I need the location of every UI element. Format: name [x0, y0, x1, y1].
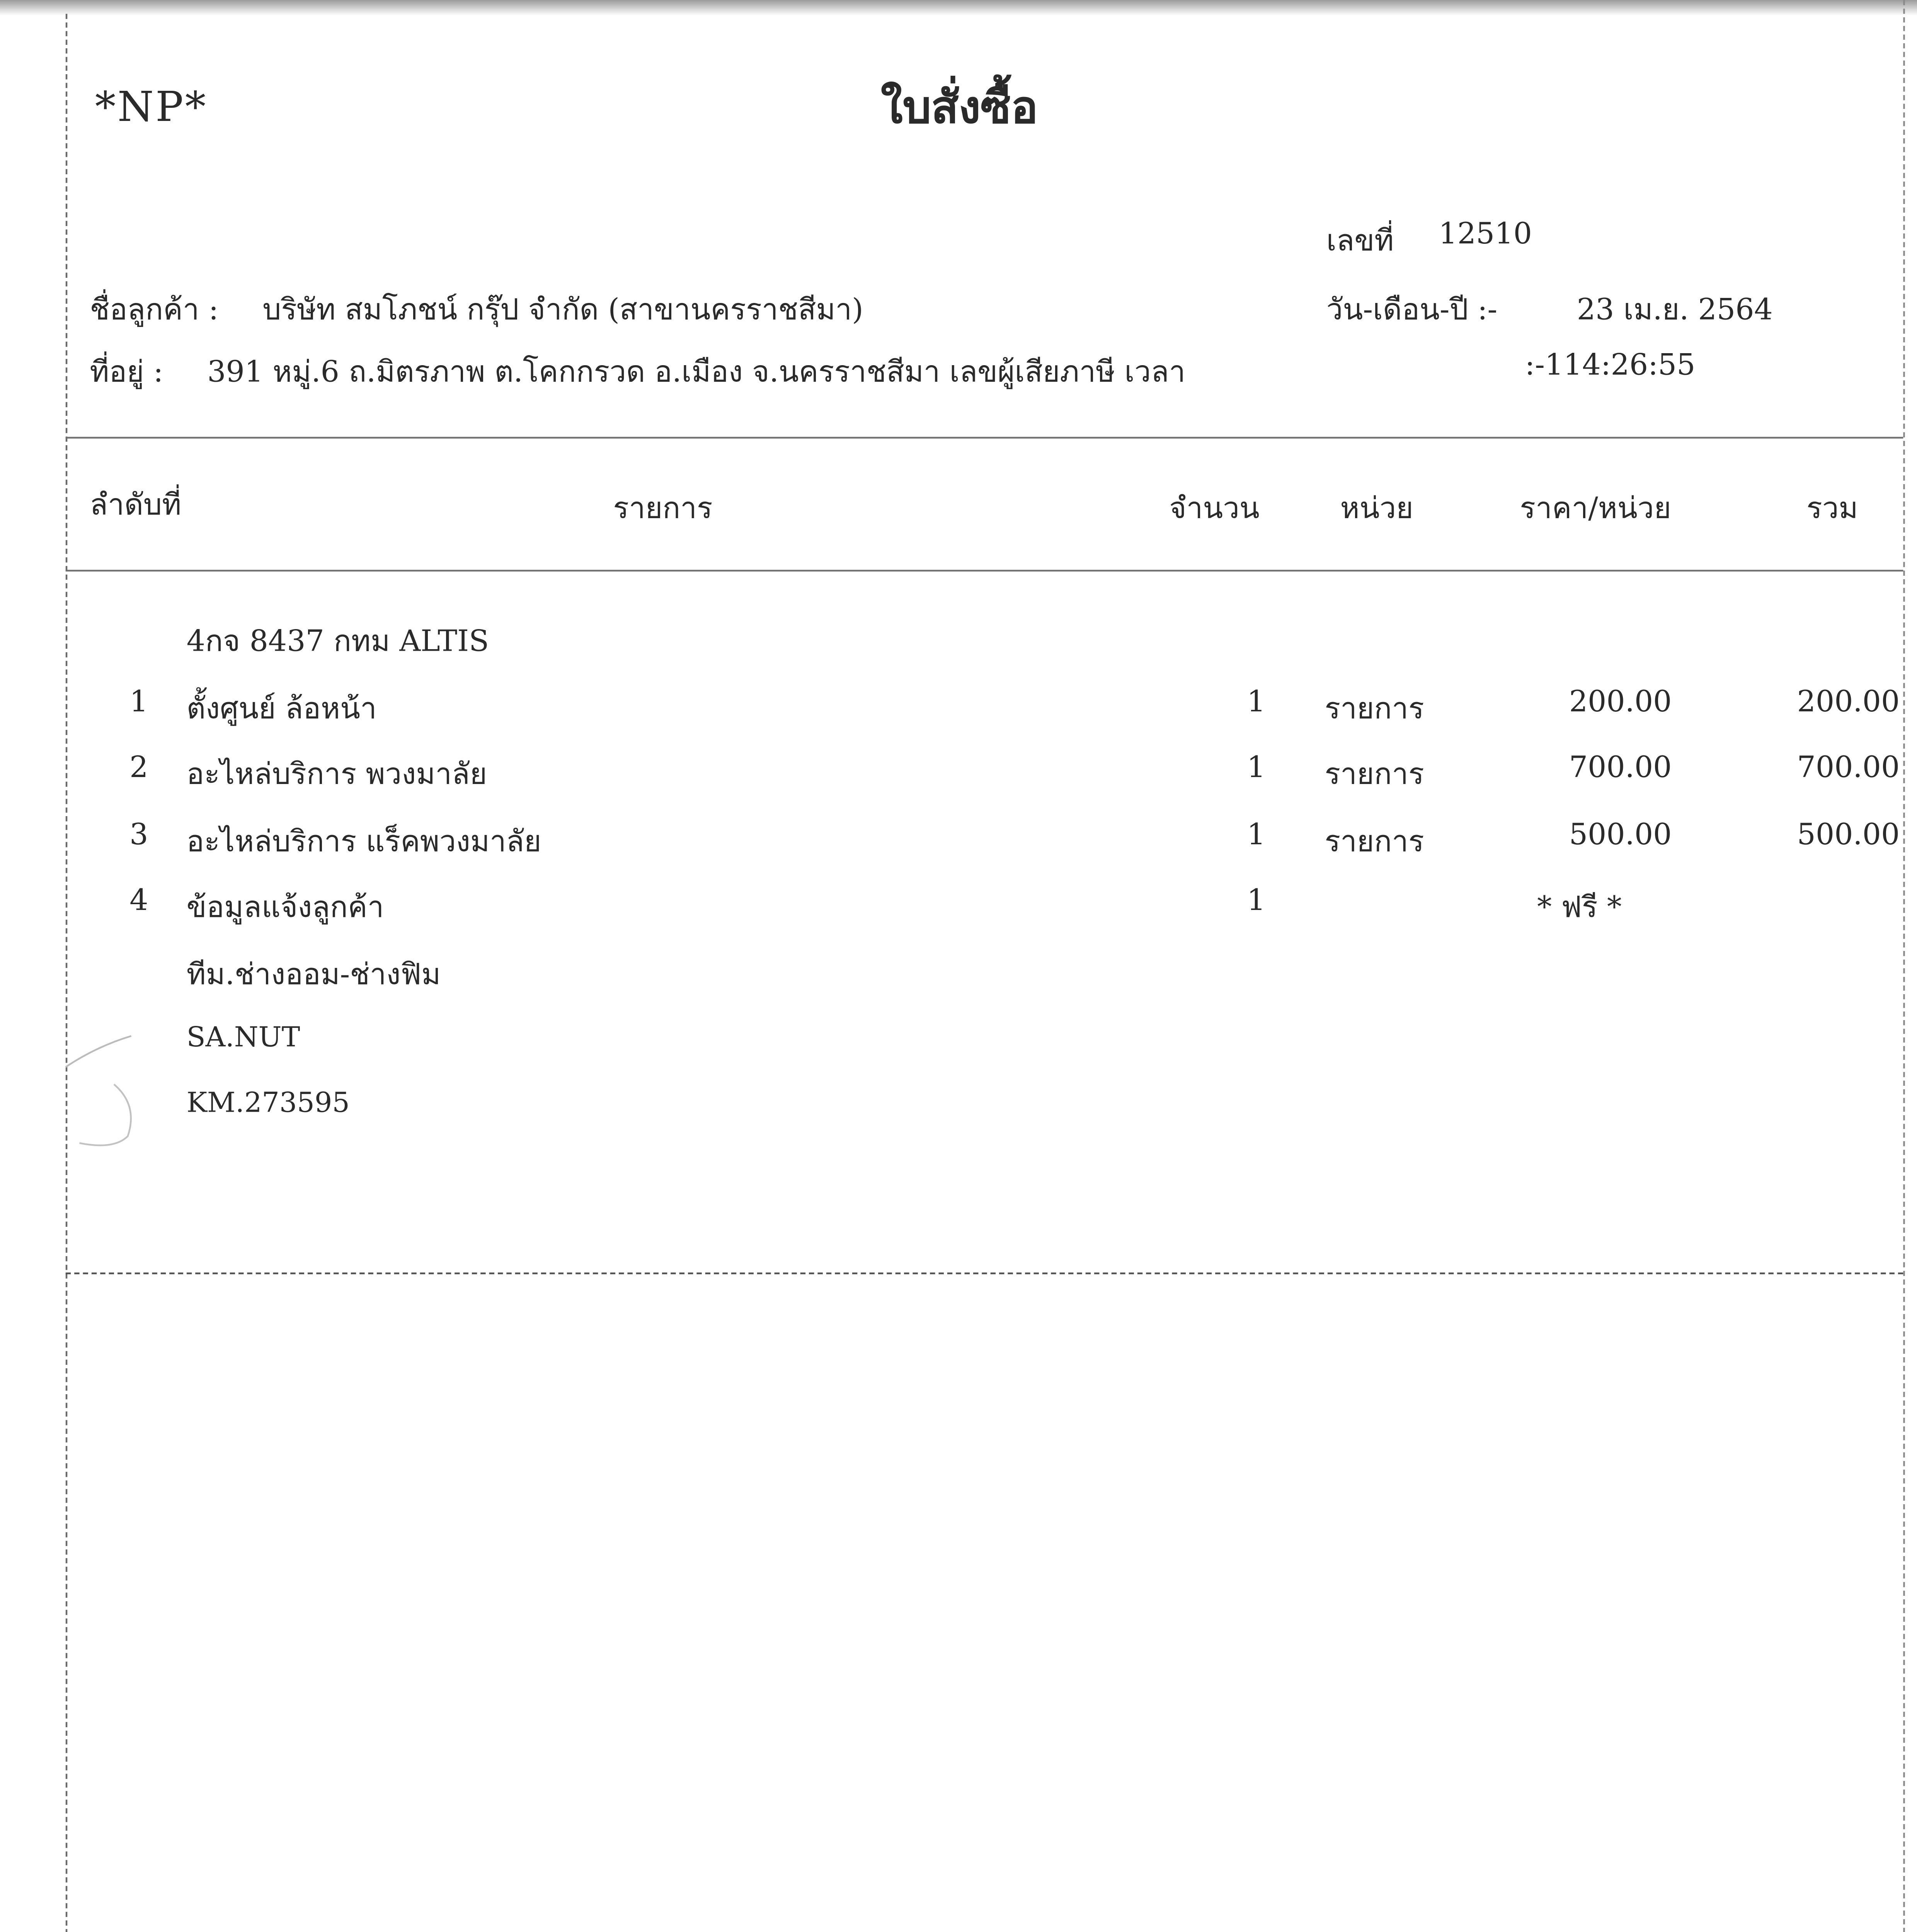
row-no: 1	[129, 685, 148, 720]
customer-name: บริษัท สมโภชน์ กรุ๊ป จำกัด (สาขานครราชสีมา)	[262, 293, 863, 328]
date-value: 23 เม.ย. 2564	[1577, 293, 1773, 328]
row-total: 200.00	[1797, 685, 1900, 720]
col-header-no: ลำดับที่	[90, 488, 182, 523]
row-desc: อะไหล่บริการ แร็คพวงมาลัย	[186, 825, 541, 860]
doc-no-label: เลขที่	[1326, 224, 1394, 259]
row-qty: 1	[1247, 751, 1266, 786]
vehicle-info: 4กจ 8437 กทม ALTIS	[186, 625, 489, 660]
col-header-unit: หน่วย	[1340, 492, 1413, 527]
row-total: 500.00	[1797, 818, 1900, 853]
row-qty: 1	[1247, 884, 1266, 919]
col-header-price: ราคา/หน่วย	[1520, 492, 1671, 527]
row-desc: ข้อมูลแจ้งลูกค้า	[186, 891, 384, 926]
km-note: KM.273595	[186, 1086, 350, 1119]
row-price: 700.00	[1569, 751, 1672, 786]
row-total: 700.00	[1797, 751, 1900, 786]
row-desc: ตั้งศูนย์ ล้อหน้า	[186, 692, 377, 727]
row-unit: รายการ	[1325, 692, 1424, 727]
row-qty: 1	[1247, 818, 1266, 853]
customer-label: ชื่อลูกค้า :	[90, 293, 219, 328]
row-no: 3	[129, 818, 148, 853]
divider	[66, 570, 1903, 571]
row-price: 200.00	[1569, 685, 1672, 720]
col-header-total: รวม	[1806, 492, 1858, 527]
doc-no: 12510	[1439, 218, 1532, 252]
pen-marks	[62, 1015, 166, 1170]
scan-perforated-edge	[1903, 0, 1917, 1932]
divider	[66, 437, 1903, 439]
time-value: :-114:26:55	[1525, 349, 1696, 384]
col-header-item: รายการ	[613, 492, 713, 527]
row-price: 500.00	[1569, 818, 1672, 853]
np-code: *NP*	[95, 83, 208, 131]
row-no: 2	[129, 751, 148, 786]
address-value: 391 หมู่.6 ถ.มิตรภาพ ต.โคกกรวด อ.เมือง จ.นครราชสีมา เลขผู้เสียภาษี เวลา	[207, 355, 1186, 390]
row-qty: 1	[1247, 685, 1266, 720]
team-note: ทีม.ช่างออม-ช่างฟิม	[186, 958, 441, 993]
row-no: 4	[129, 884, 148, 919]
address-label: ที่อยู่ :	[90, 355, 163, 390]
col-header-qty: จำนวน	[1169, 492, 1260, 527]
section-divider	[66, 1272, 1903, 1274]
row-price: * ฟรี *	[1537, 891, 1622, 926]
date-label: วัน-เดือน-ปี :-	[1326, 293, 1498, 328]
row-unit: รายการ	[1325, 758, 1424, 793]
sa-note: SA.NUT	[186, 1020, 300, 1053]
row-unit: รายการ	[1325, 825, 1424, 860]
document-title: ใบสั่งซื้อ	[880, 83, 1038, 135]
row-desc: อะไหล่บริการ พวงมาลัย	[186, 758, 487, 793]
scan-top-edge	[0, 0, 1917, 15]
